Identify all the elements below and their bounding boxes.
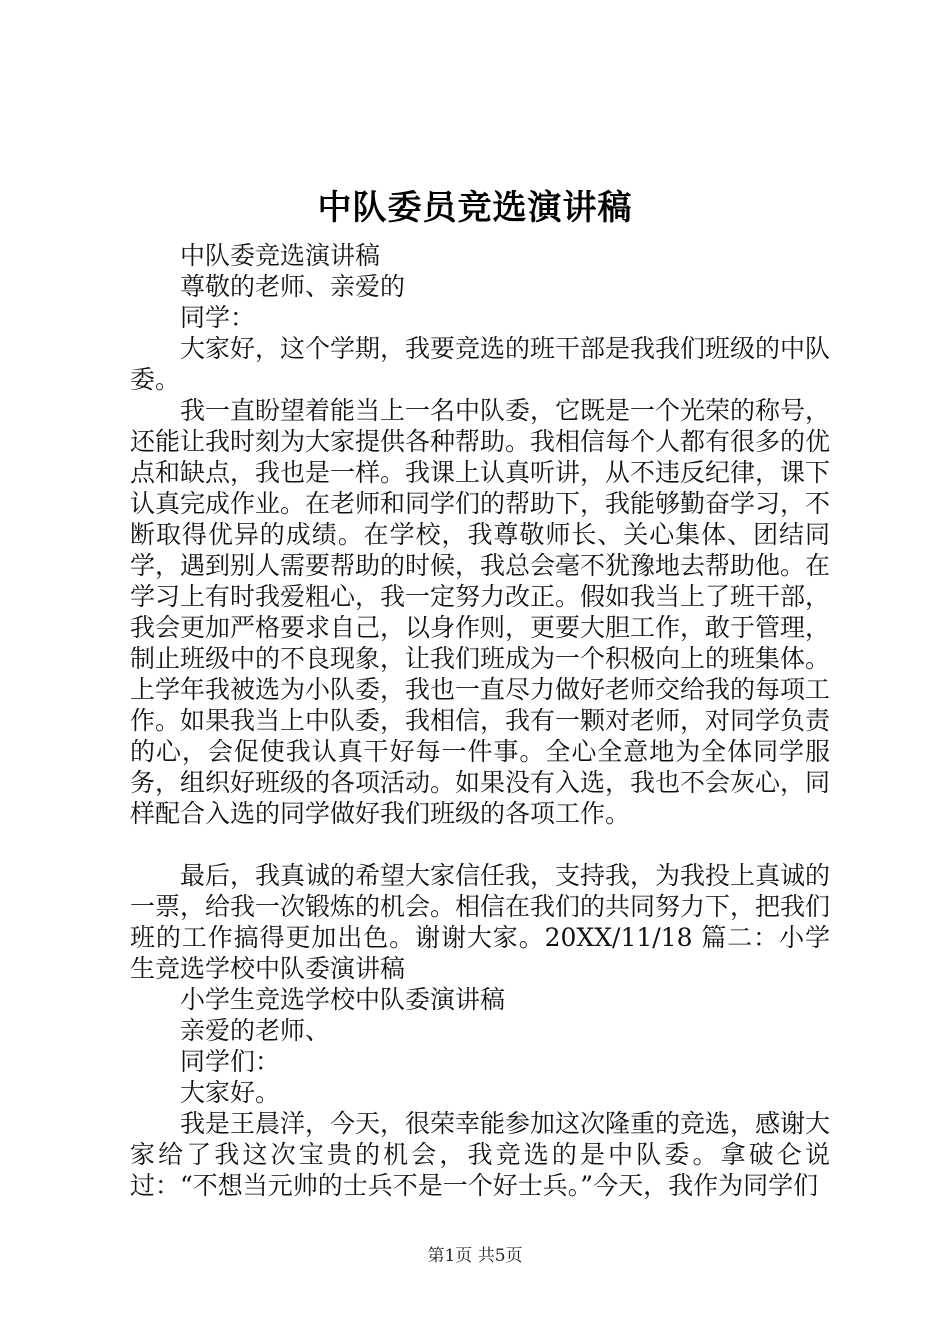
paragraph-greeting: 大家好，这个学期，我要竞选的班干部是我我们班级的中队委。 <box>130 334 831 394</box>
page-number-footer: 第1页 共5页 <box>427 1246 523 1266</box>
paragraph-closing: 最后，我真诚的希望大家信任我，支持我，为我投上真诚的一票，给我一次锻炼的机会。相信在我们的共同努力下，把我们班的工作搞得更加出色。谢谢大家。20XX/11/18 篇二：小学生竞选学校中队委演讲稿 <box>130 861 831 983</box>
paragraph-gap <box>130 829 830 860</box>
document-title: 中队委员竞选演讲稿 <box>317 188 633 228</box>
paragraph-second-salutation-2: 同学们： <box>180 1047 281 1076</box>
paragraph-salutation-1: 尊敬的老师、亲爱的 <box>180 272 406 301</box>
paragraph-heading: 中队委竞选演讲稿 <box>180 241 381 270</box>
paragraph-second-greeting: 大家好。 <box>180 1078 281 1107</box>
paragraph-second-salutation-1: 亲爱的老师、 <box>180 1016 331 1045</box>
paragraph-second-intro: 我是王晨洋，今天，很荣幸能参加这次隆重的竞选，感谢大家给了我这次宝贵的机会，我竞选的是中队委。拿破仑说过：“不想当元帅的士兵不是一个好士兵。”今天，我作为同学们 <box>130 1109 831 1200</box>
paragraph-second-title: 小学生竞选学校中队委演讲稿 <box>180 985 506 1014</box>
paragraph-salutation-2: 同学： <box>180 303 256 332</box>
document-body <box>130 240 830 1201</box>
paragraph-main: 我一直盼望着能当上一名中队委，它既是一个光荣的称号，还能让我时刻为大家提供各种帮助。我相信每个人都有很多的优点和缺点，我也是一样。我课上认真听讲，从不违反纪律，课下认真完成作业。在老师和同学们的帮助下，我能够勤奋学习，不断取得优异的成绩。在学校，我尊敬师长、关心集体、团结同学，遇到别人需要帮助的时候，我总会毫不犹豫地去帮助他。在学习上有时我爱粗心，我一定努力改正。假如我当上了班干部，我会更加严格要求自己，以身作则，更要大胆工作，敢于管理，制止班级中的不良现象，让我们班成为一个积极向上的班集体。上学年我被选为小队委，我也一直尽力做好老师交给我的每项工作。如果我当上中队委，我相信，我有一颗对老师，对同学负责的心，会促使我认真干好每一件事。全心全意地为全体同学服务，组织好班级的各项活动。如果没有入选，我也不会灰心，同样配合入选的同学做好我们班级的各项工作。 <box>130 396 831 828</box>
